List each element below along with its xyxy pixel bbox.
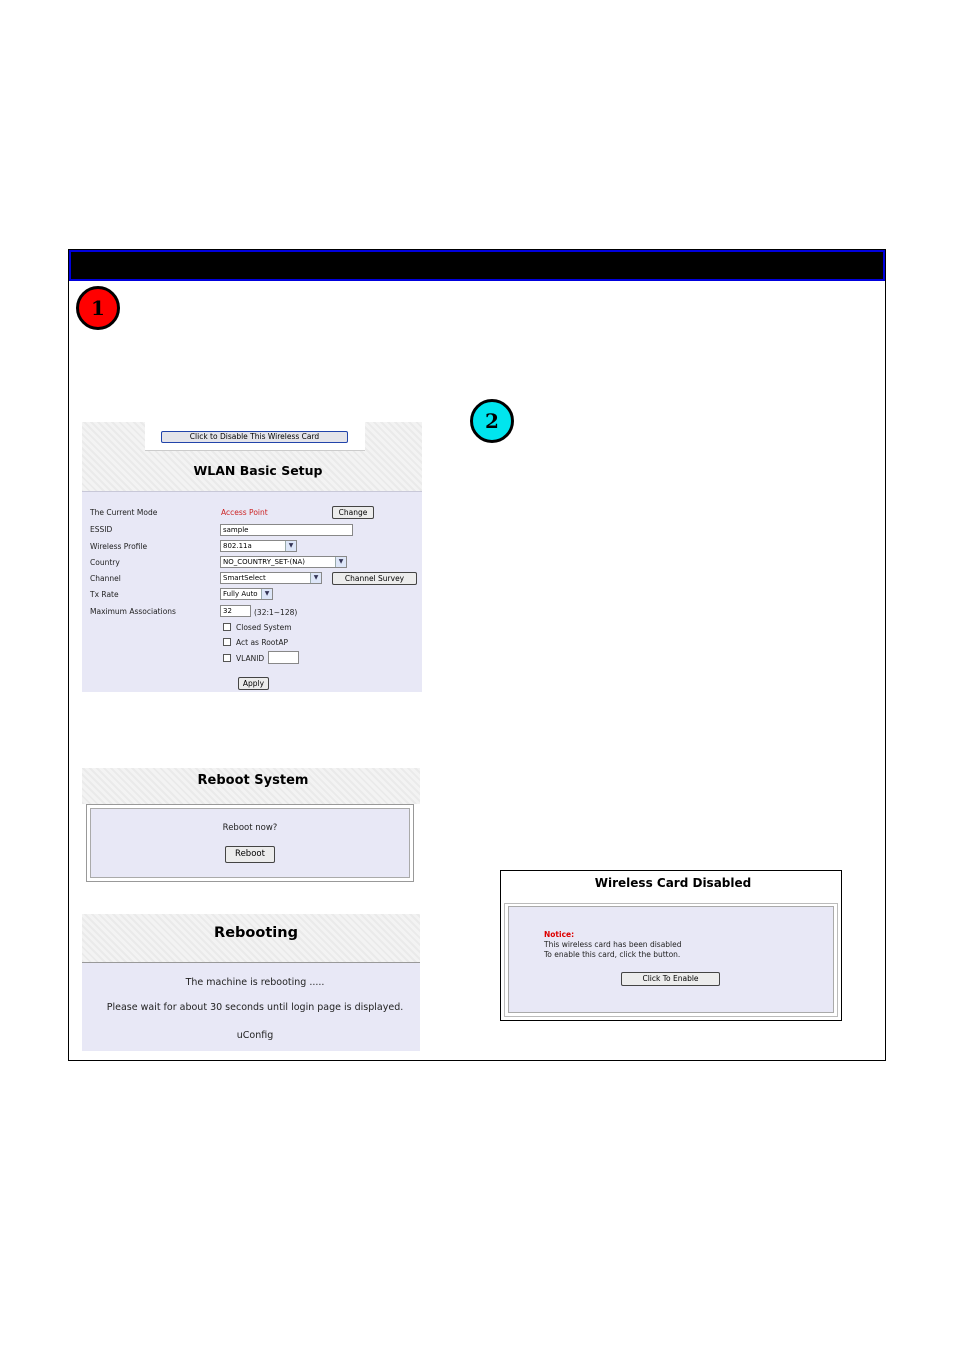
- rebooting-line-3: uConfig: [236, 1030, 274, 1041]
- essid-input[interactable]: [220, 524, 353, 536]
- rebooting-line-1: The machine is rebooting .....: [185, 977, 325, 988]
- reboot-title: Reboot System: [197, 773, 309, 788]
- country-label: Country: [90, 558, 120, 567]
- click-to-enable-button[interactable]: Click To Enable: [621, 972, 720, 986]
- step-1-number: 1: [91, 296, 105, 320]
- country-select[interactable]: [220, 556, 347, 568]
- notice-label: Notice:: [544, 930, 575, 939]
- tx-rate-value: Fully Auto: [223, 590, 258, 598]
- act-as-rootap-label: Act as RootAP: [236, 638, 288, 647]
- max-associations-value: 32: [223, 607, 232, 615]
- tx-rate-select[interactable]: [220, 588, 273, 600]
- current-mode-value: Access Point: [221, 508, 268, 517]
- act-as-rootap-checkbox[interactable]: [223, 638, 231, 646]
- disabled-line-1: This wireless card has been disabled: [544, 940, 682, 949]
- channel-select[interactable]: [220, 572, 322, 584]
- channel-value: SmartSelect: [223, 574, 266, 582]
- essid-value: sample: [223, 526, 249, 534]
- closed-system-checkbox[interactable]: [223, 623, 231, 631]
- country-value: NO_COUNTRY_SET-(NA): [223, 558, 305, 566]
- essid-label: ESSID: [90, 525, 113, 534]
- vlanid-input[interactable]: [268, 651, 299, 664]
- max-associations-input[interactable]: [220, 605, 251, 617]
- max-associations-label: Maximum Associations: [90, 607, 176, 616]
- chevron-down-icon: ▼: [335, 557, 346, 567]
- frame-header-bar: [69, 250, 885, 281]
- max-associations-hint: (32:1~128): [254, 608, 298, 617]
- wireless-profile-label: Wireless Profile: [90, 542, 148, 551]
- wireless-profile-value: 802.11a: [223, 542, 252, 550]
- chevron-down-icon: ▼: [261, 589, 272, 599]
- change-mode-button[interactable]: Change: [332, 506, 374, 519]
- wireless-profile-select[interactable]: [220, 540, 297, 552]
- current-mode-label: The Current Mode: [90, 508, 158, 517]
- disable-wireless-card-button[interactable]: Click to Disable This Wireless Card: [161, 431, 348, 443]
- closed-system-label: Closed System: [236, 623, 292, 632]
- reboot-panel: [90, 808, 410, 878]
- apply-button[interactable]: Apply: [238, 677, 269, 690]
- channel-label: Channel: [90, 574, 121, 583]
- wlan-title: WLAN Basic Setup: [193, 463, 323, 478]
- step-2-number: 2: [485, 409, 499, 433]
- step-2-badge: [470, 399, 514, 443]
- disabled-line-2: To enable this card, click the button.: [544, 950, 681, 959]
- chevron-down-icon: ▼: [310, 573, 321, 583]
- tx-rate-label: Tx Rate: [90, 590, 119, 599]
- rebooting-title: Rebooting: [214, 925, 298, 941]
- chevron-down-icon: ▼: [285, 541, 296, 551]
- reboot-prompt: Reboot now?: [222, 823, 278, 833]
- step-1-badge: [76, 286, 120, 330]
- disabled-panel: [508, 906, 834, 1013]
- disabled-title: Wireless Card Disabled: [594, 876, 752, 890]
- rebooting-line-2: Please wait for about 30 seconds until login page is displayed.: [106, 1002, 404, 1013]
- channel-survey-button[interactable]: Channel Survey: [332, 572, 417, 585]
- vlanid-label: VLANID: [236, 654, 265, 663]
- reboot-button[interactable]: Reboot: [225, 846, 275, 863]
- vlanid-checkbox[interactable]: [223, 654, 231, 662]
